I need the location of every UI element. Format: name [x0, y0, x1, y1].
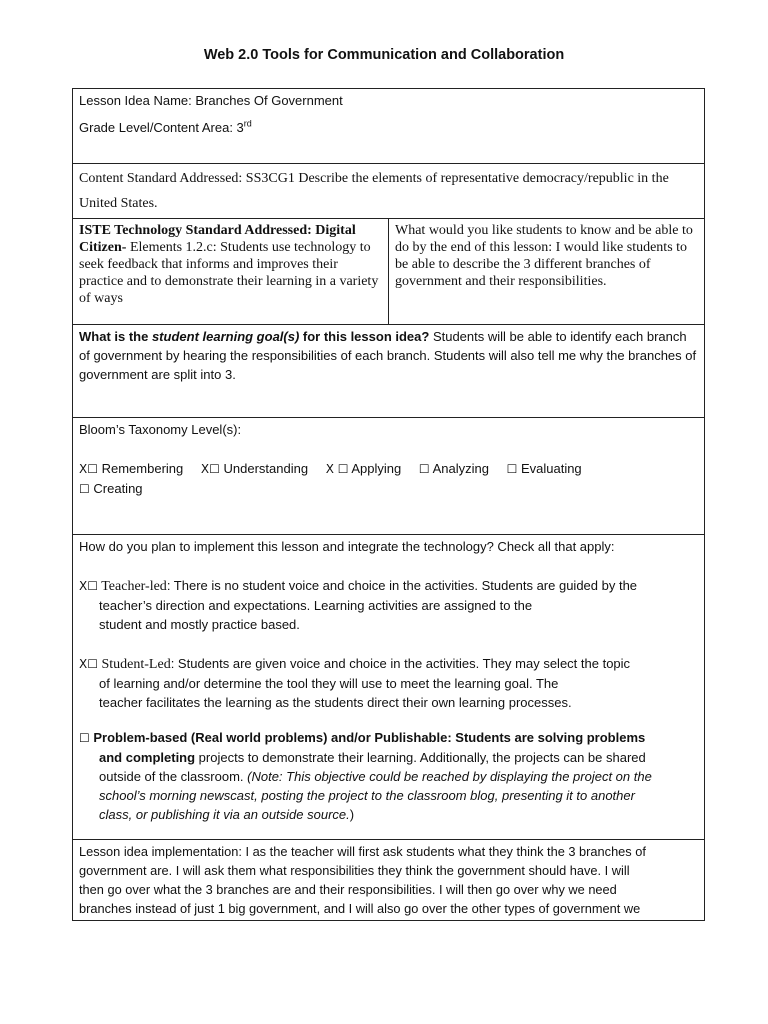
iste-heading: ISTE Technology Standard Addressed: Digital Citizen-: [79, 223, 356, 255]
learning-goal: What is the student learning goal(s) for this lesson idea? Students will be able to identify each branch of government by hearing the responsibilities of each branch. Students will also tell me why the branches of government are split into 3.: [79, 329, 697, 382]
lesson-plan-table: [72, 88, 705, 921]
implement-question: How do you plan to implement this lesson and integrate the technology? Check all that apply:: [79, 539, 615, 554]
document-title: Web 2.0 Tools for Communication and Collaboration: [203, 47, 565, 63]
blooms-creating[interactable]: ☐ Creating: [79, 481, 143, 496]
blooms-evaluating[interactable]: ☐ Evaluating: [506, 461, 582, 476]
implementation-line-3: then go over what the 3 branches are and their responsibilities. I will then go over why we need: [79, 882, 617, 897]
teacher-led-option[interactable]: X☐ Teacher-led: There is no student voice and choice in the activities. Students are guided by the teacher’s direction and expectations. Learning activities are assigned to the student and mostly practice based.: [79, 578, 638, 632]
blooms-options: [79, 459, 698, 479]
student-led-option[interactable]: X☐ Student-Led: Students are given voice and choice in the activities. They may select the topic of learning and/or determine the tool they will use to meet the learning goal. The teacher facilitates the learning as the students direct their own learning processes.: [79, 656, 631, 710]
teacher-led-checkbox[interactable]: X☐: [79, 579, 98, 593]
grade-level: Grade Level/Content Area: 3rd: [79, 118, 252, 135]
lesson-info-row: [73, 89, 705, 164]
student-led-checkbox[interactable]: X☐: [79, 657, 98, 671]
learning-goal-row: [73, 325, 705, 418]
problem-based-option[interactable]: ☐ Problem-based (Real world problems) and/or Publishable: Students are solving problems and completing projects to demonstrate their learning. Additionally, the projects can be shared outside of the classroom. (Note: This objective could be reached by displaying the project on the school’s morning newscast, posting the project to the classroom blog, presenting it to another class, or publishing it via an outside source.): [79, 730, 652, 822]
content-standard-row: [73, 164, 705, 219]
implementation-line-2: government are. I will ask them what responsibilities they think the government should have. I will: [79, 863, 630, 878]
standards-row: [73, 219, 705, 325]
blooms-analyzing[interactable]: ☐ Analyzing: [418, 461, 489, 476]
blooms-row: [73, 418, 705, 535]
blooms-label: Bloom’s Taxonomy Level(s):: [79, 422, 242, 437]
know-do-text: What would you like students to know and be able to do by the end of this lesson: I would like students to be able to describe the 3 different branches of government and their responsibilities.: [395, 223, 693, 289]
iste-text: Elements 1.2.c: Students use technology to seek feedback that informs and improves their practice and to demonstrate their learning in a variety of ways: [79, 240, 379, 306]
lesson-name: Lesson Idea Name: Branches Of Government: [79, 93, 343, 108]
content-standard: Content Standard Addressed: SS3CG1 Describe the elements of representative democracy/republic in the United States.: [79, 171, 669, 211]
blooms-remembering[interactable]: X☐ Remembering: [79, 461, 184, 476]
implementation-line-1: Lesson idea implementation: I as the teacher will first ask students what they think the 3 branches of: [79, 844, 646, 859]
problem-based-checkbox[interactable]: ☐: [79, 731, 90, 745]
implementation-line-4: branches instead of just 1 big government, and I will also go over the other types of government we: [79, 901, 641, 916]
blooms-applying[interactable]: X ☐ Applying: [325, 461, 402, 476]
blooms-options-2: [79, 479, 698, 499]
implementation-approach-row: [73, 535, 705, 840]
blooms-understanding[interactable]: X☐ Understanding: [200, 461, 309, 476]
lesson-implementation-row: [73, 840, 705, 921]
